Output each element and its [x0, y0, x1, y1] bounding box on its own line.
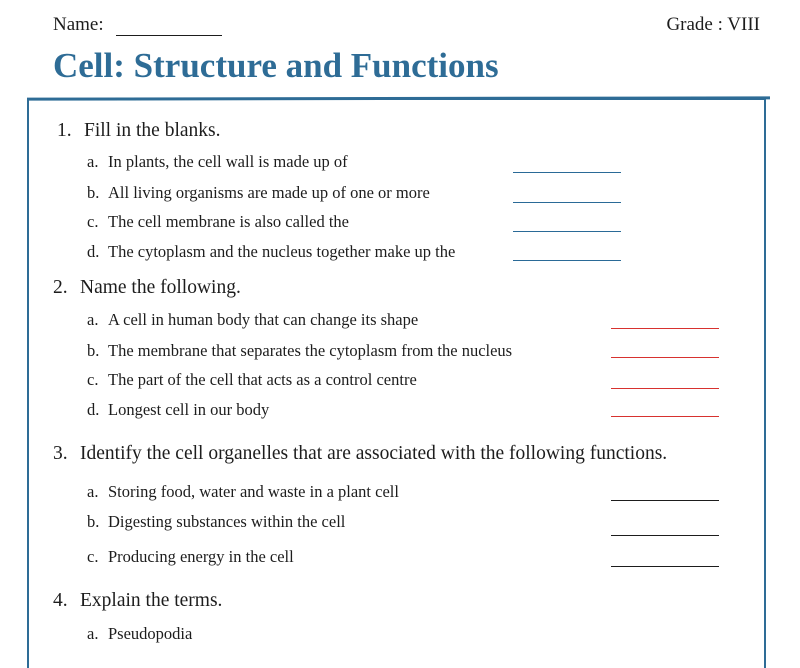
name-blank[interactable]: [116, 35, 222, 36]
q2-item-b-letter: b.: [87, 341, 100, 360]
q1-item-b-text: All living organisms are made up of one or more: [108, 183, 430, 202]
q3-item-a-letter: a.: [87, 482, 99, 501]
name-label: Name:: [53, 14, 104, 35]
q2-item-a-blank[interactable]: [611, 328, 719, 329]
q3-item-b-text: Digesting substances within the cell: [108, 512, 346, 531]
q1-item-d-letter: d.: [87, 242, 100, 261]
q2-item-b-blank[interactable]: [611, 357, 719, 358]
question-1-text: Fill in the blanks.: [84, 120, 221, 141]
question-3-text: Identify the cell organelles that are associated with the following functions.: [80, 443, 668, 464]
q1-item-c-letter: c.: [87, 212, 99, 231]
q1-item-c-blank[interactable]: [513, 231, 621, 232]
q1-item-a-text: In plants, the cell wall is made up of: [108, 152, 348, 171]
q3-item-b-letter: b.: [87, 512, 100, 531]
q2-item-c-blank[interactable]: [611, 388, 719, 389]
question-2-number: 2.: [53, 277, 68, 298]
q3-item-b-blank[interactable]: [611, 535, 719, 536]
question-4-text: Explain the terms.: [80, 590, 223, 611]
q3-item-c-letter: c.: [87, 547, 99, 566]
q2-item-b-text: The membrane that separates the cytoplasm from the nucleus: [108, 341, 513, 360]
q2-item-d-blank[interactable]: [611, 416, 719, 417]
q3-item-a-blank[interactable]: [611, 500, 719, 501]
q2-item-a-text: A cell in human body that can change its shape: [108, 310, 419, 329]
q2-item-d-text: Longest cell in our body: [108, 400, 270, 419]
q3-item-c-text: Producing energy in the cell: [108, 547, 294, 566]
q4-item-a-letter: a.: [87, 624, 99, 643]
q2-item-a-letter: a.: [87, 310, 99, 329]
q3-item-a-text: Storing food, water and waste in a plant cell: [108, 482, 399, 501]
q1-item-b-blank[interactable]: [513, 202, 621, 203]
question-3-number: 3.: [53, 443, 68, 464]
q1-item-d-text: The cytoplasm and the nucleus together make up the: [108, 242, 456, 261]
question-4-number: 4.: [53, 590, 68, 611]
q2-item-c-letter: c.: [87, 370, 99, 389]
q3-item-c-blank[interactable]: [611, 566, 719, 567]
q2-item-d-letter: d.: [87, 400, 100, 419]
worksheet-title: Cell: Structure and Functions: [53, 46, 499, 85]
q2-item-c-text: The part of the cell that acts as a control centre: [108, 370, 417, 389]
q1-item-a-letter: a.: [87, 152, 99, 171]
grade-label: Grade : VIII: [666, 14, 760, 35]
q1-item-d-blank[interactable]: [513, 260, 621, 261]
q1-item-c-text: The cell membrane is also called the: [108, 212, 349, 231]
q1-item-b-letter: b.: [87, 183, 100, 202]
q1-item-a-blank[interactable]: [513, 172, 621, 173]
question-1-number: 1.: [57, 120, 72, 141]
q4-item-a-text: Pseudopodia: [108, 624, 193, 643]
question-2-text: Name the following.: [80, 277, 241, 298]
